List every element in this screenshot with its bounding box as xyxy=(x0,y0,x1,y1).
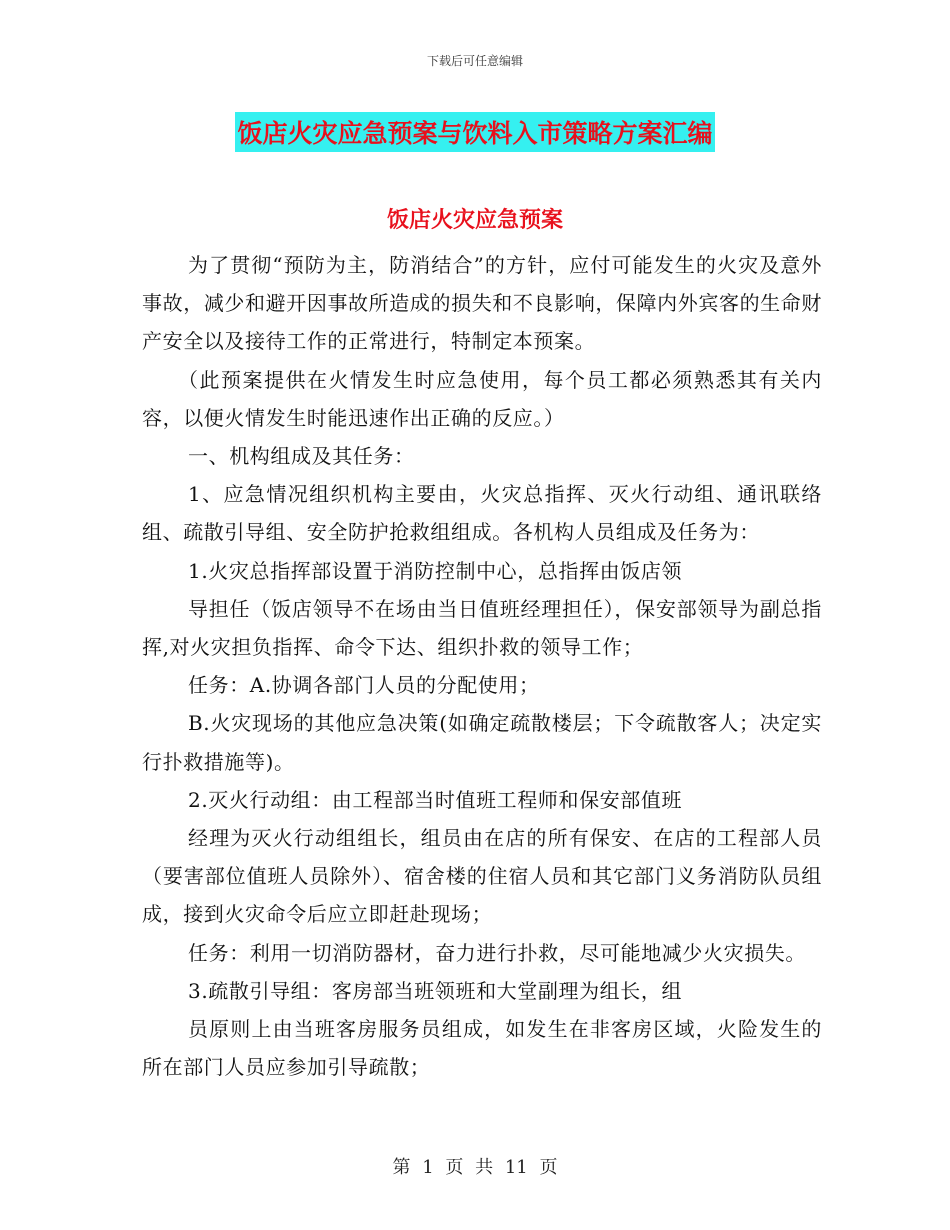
paragraph: 导担任（饭店领导不在场由当日值班经理担任），保安部领导为副总指挥,对火灾担负指挥、命令下达、组织扑救的领导工作； xyxy=(142,596,822,660)
paragraph: 1.火灾总指挥部设置于消防控制中心，总指挥由饭店领 xyxy=(188,558,683,583)
page-header-note: 下载后可任意编辑 xyxy=(426,54,523,68)
document-title-container xyxy=(0,112,950,152)
paragraph: 2.灭火行动组：由工程部当时值班工程师和保安部值班 xyxy=(188,787,683,812)
document-title: 饭店火灾应急预案与饮料入市策略方案汇编 xyxy=(235,112,714,152)
section-title: 饭店火灾应急预案 xyxy=(386,207,563,233)
paragraph: （此预案提供在火情发生时应急使用，每个员工都必须熟悉其有关内容，以便火情发生时能迅速作出正确的反应。） xyxy=(142,367,822,430)
paragraph: B.火灾现场的其他应急决策(如确定疏散楼层；下令疏散客人；决定实行扑救措施等)。 xyxy=(142,711,822,774)
paragraph: 1、应急情况组织机构主要由，火灾总指挥、灭火行动组、通讯联络组、疏散引导组、安全防护抢救组组成。各机构人员组成及任务为： xyxy=(142,482,822,545)
paragraph: 任务：利用一切消防器材，奋力进行扑救，尽可能地减少火灾损失。 xyxy=(188,940,806,965)
paragraph: 一、机构组成及其任务： xyxy=(188,444,415,469)
paragraph: 3.疏散引导组：客房部当班领班和大堂副理为组长，组 xyxy=(188,978,683,1003)
paragraph: 任务：A.协调各部门人员的分配使用； xyxy=(188,673,540,698)
paragraph: 员原则上由当班客房服务员组成，如发生在非客房区域，火险发生的所在部门人员应参加引导疏散； xyxy=(142,1017,822,1080)
document-body xyxy=(142,246,822,1086)
page-number-footer: 第 1 页 共 11 页 xyxy=(392,1157,558,1178)
paragraph: 为了贯彻“预防为主，防消结合”的方针，应付可能发生的火灾及意外事故，减少和避开因事故所造成的损失和不良影响，保障内外宾客的生命财产安全以及接待工作的正常进行，特制定本预案。 xyxy=(142,253,822,354)
paragraph: 经理为灭火行动组组长，组员由在店的所有保安、在店的工程部人员（要害部位值班人员除外）、宿舍楼的住宿人员和其它部门义务消防队员组成，接到火灾命令后应立即赶赴现场； xyxy=(142,826,822,927)
